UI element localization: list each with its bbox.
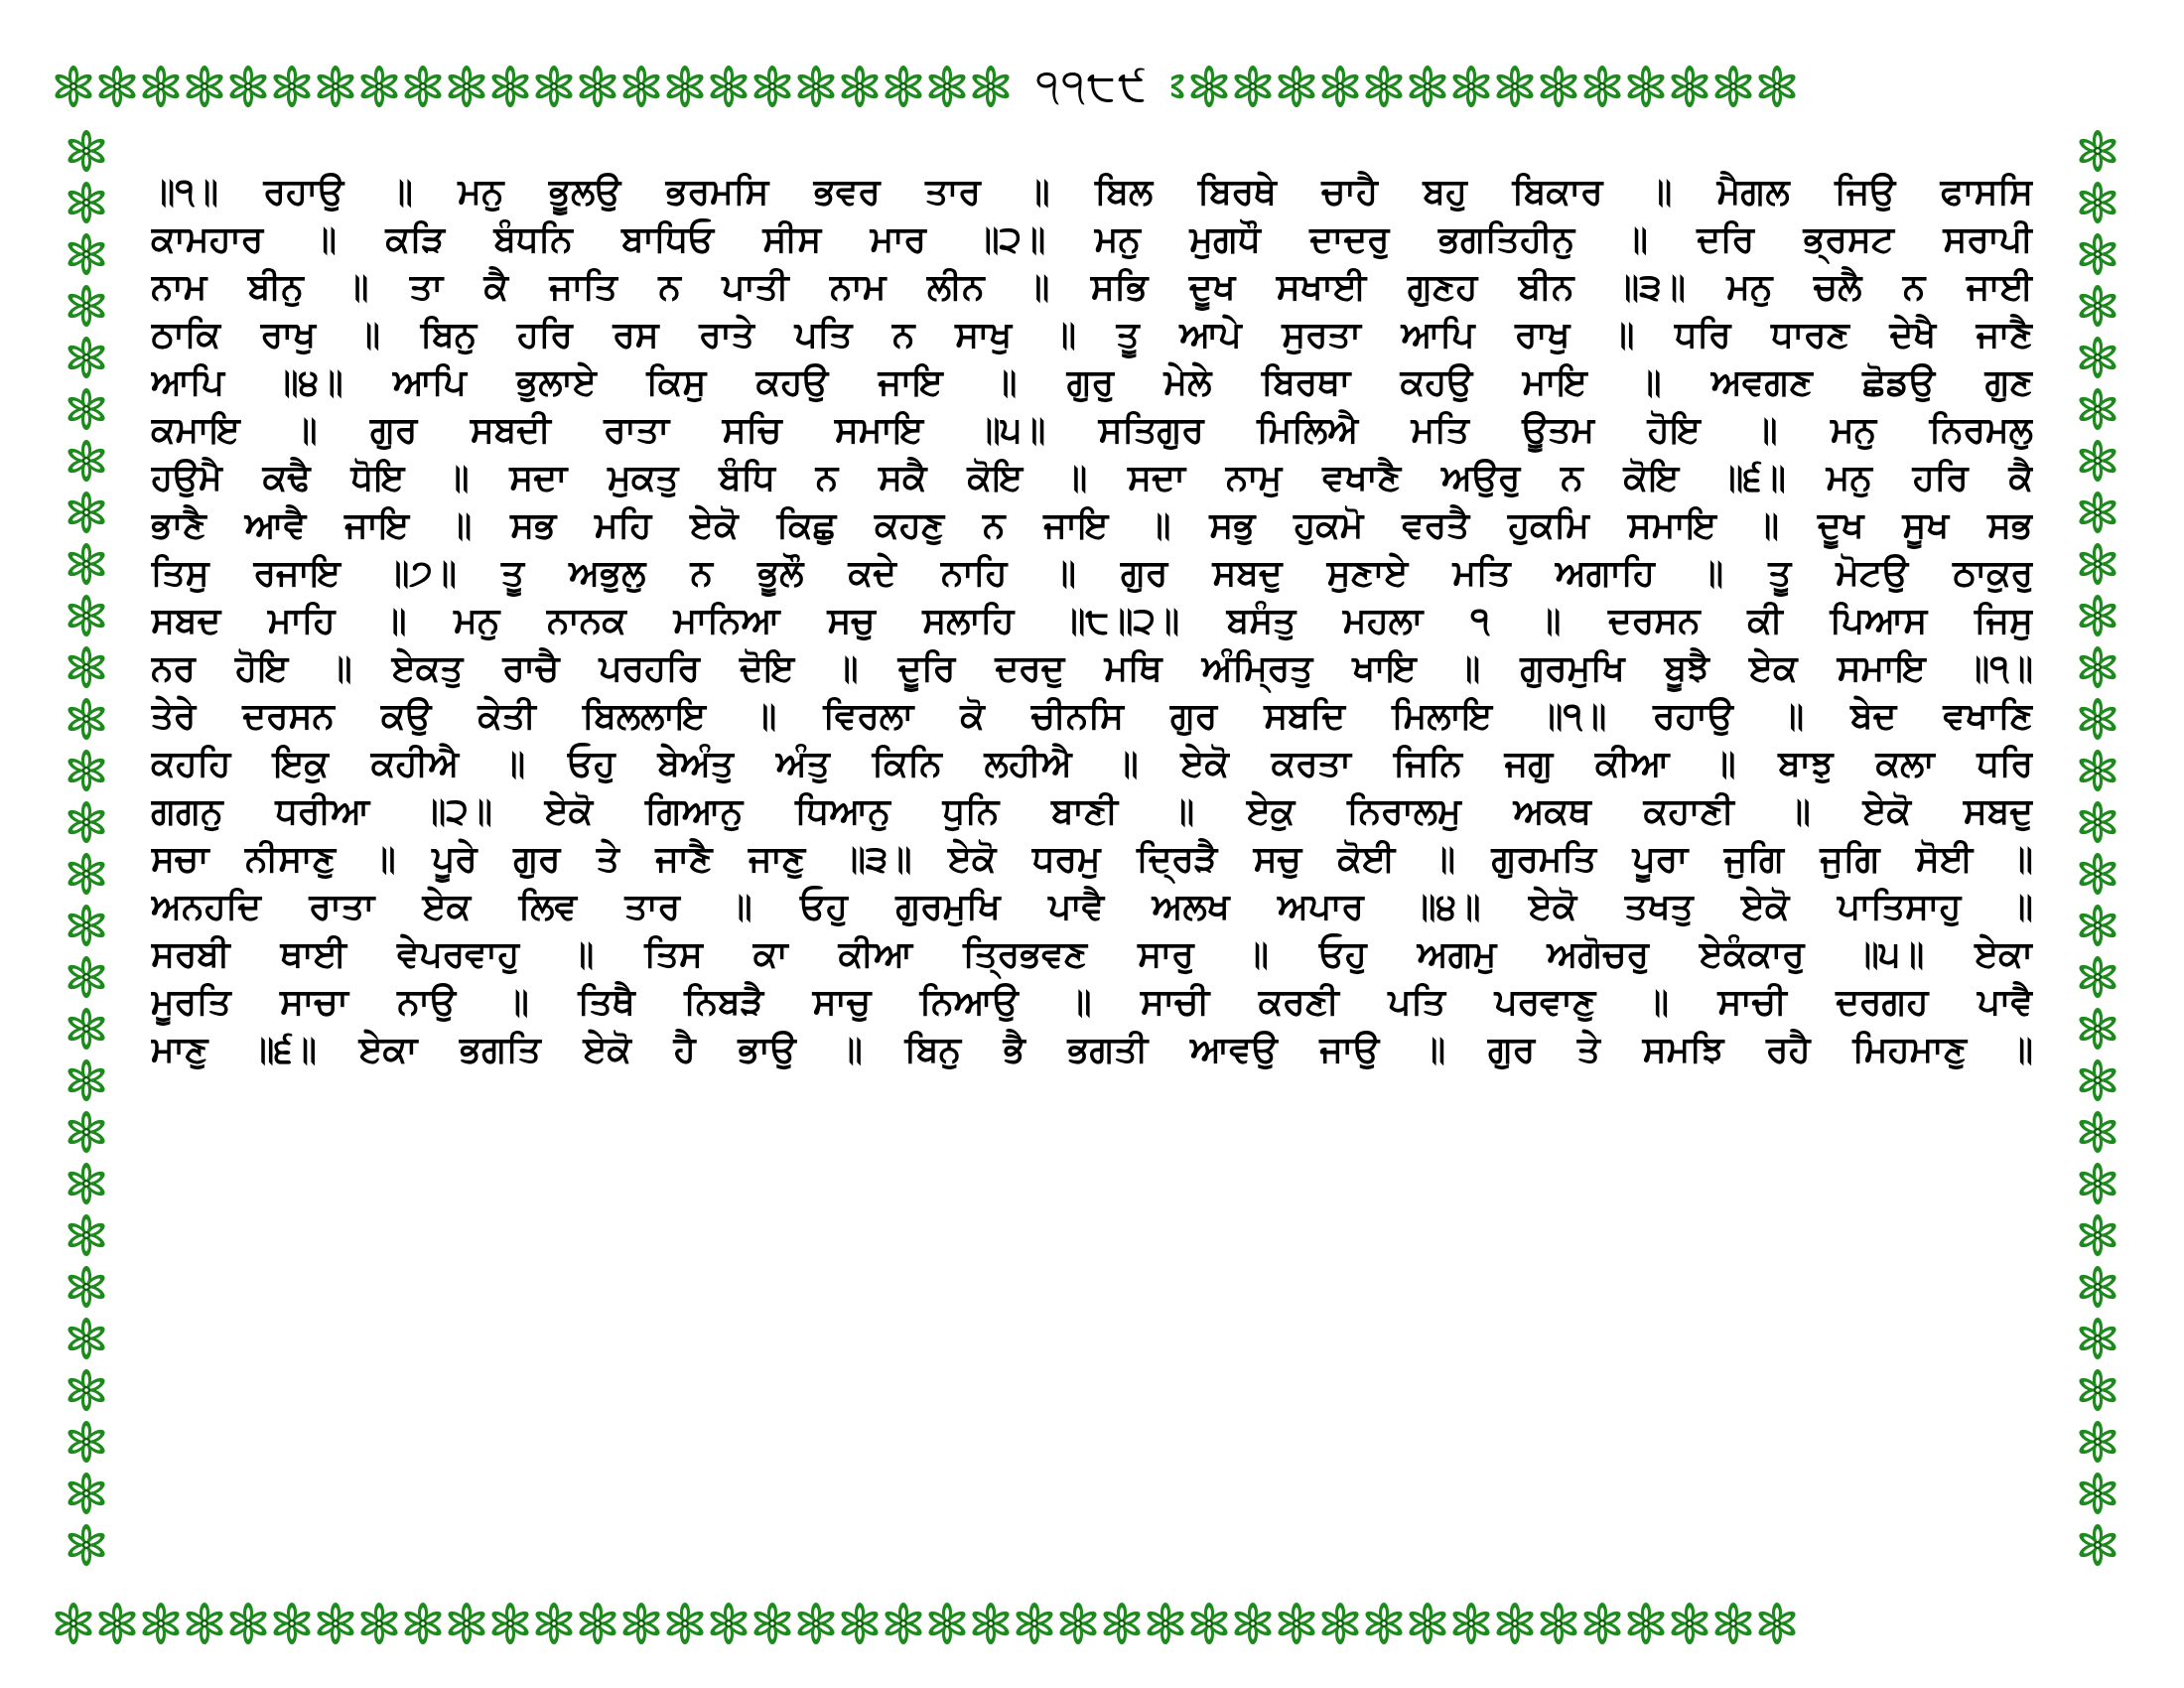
flower-ornament-icon xyxy=(925,65,969,108)
flower-ornament-icon xyxy=(619,1602,663,1645)
flower-ornament-icon xyxy=(2076,129,2119,173)
flower-ornament-icon xyxy=(663,1602,707,1645)
flower-ornament-icon xyxy=(65,955,108,999)
scripture-line: ॥੧॥ ਰਹਾਉ ॥ ਮਨੁ ਭੂਲਉ ਭਰਮਸਿ ਭਵਰ ਤਾਰ ॥ ਬਿਲ ਬਿਰਥੇ ਚਾਹੈ ਬਹੁ ਬਿਕਾਰ ॥ ਮੈਗਲ ਜਿਉ ਫਾਸਸਿ xyxy=(151,172,2033,212)
scripture-line: ਨਰ ਹੋਇ ॥ ਏਕਤੁ ਰਾਚੈ ਪਰਹਰਿ ਦੋਇ ॥ ਦੂਰਿ ਦਰਦੁ ਮਥਿ ਅੰਮ੍ਰਿਤੁ ਖਾਇ ॥ ਗੁਰਮੁਖਿ ਬੂਝੈ ਏਕ ਸਮਾਇ ॥੧॥ xyxy=(151,648,2033,689)
flower-ornament-icon xyxy=(1318,65,1362,108)
flower-ornament-icon xyxy=(1580,65,1624,108)
flower-ornament-icon xyxy=(1275,1602,1318,1645)
flower-ornament-icon xyxy=(2076,542,2119,586)
flower-ornament-icon xyxy=(65,1368,108,1412)
flower-ornament-icon xyxy=(1362,65,1406,108)
scripture-line: ਸਰਬੀ ਥਾਈ ਵੇਪਰਵਾਹੁ ॥ ਤਿਸ ਕਾ ਕੀਆ ਤ੍ਰਿਭਵਣ ਸਾਰੁ ॥ ਓਹੁ ਅਗਮੁ ਅਗੋਚਰੁ ਏਕੰਕਾਰੁ ॥੫॥ ਏਕਾ xyxy=(151,934,2033,975)
flower-ornament-icon xyxy=(1144,1602,1187,1645)
flower-ornament-icon xyxy=(357,65,401,108)
flower-ornament-icon xyxy=(838,65,882,108)
flower-ornament-icon xyxy=(2076,491,2119,534)
flower-ornament-icon xyxy=(65,1265,108,1309)
flower-ornament-icon xyxy=(2076,232,2119,276)
flower-ornament-icon xyxy=(1711,65,1755,108)
flower-ornament-icon xyxy=(52,1602,95,1645)
flower-ornament-icon xyxy=(1187,1602,1231,1645)
flower-ornament-icon xyxy=(65,542,108,586)
flower-ornament-icon xyxy=(2076,1058,2119,1102)
flower-ornament-icon xyxy=(488,65,532,108)
flower-ornament-icon xyxy=(270,1602,314,1645)
flower-ornament-icon xyxy=(619,65,663,108)
flower-ornament-icon xyxy=(65,232,108,276)
flower-ornament-icon xyxy=(2076,1007,2119,1051)
flower-ornament-icon xyxy=(65,697,108,741)
scripture-line: ਗਗਨੁ ਧਰੀਆ ॥੨॥ ਏਕੋ ਗਿਆਨੁ ਧਿਆਨੁ ਧੁਨਿ ਬਾਣੀ ॥ ਏਕੁ ਨਿਰਾਲਮੁ ਅਕਥ ਕਹਾਣੀ ॥ ਏਕੋ ਸਬਦੁ xyxy=(151,791,2033,832)
flower-ornament-icon xyxy=(65,852,108,896)
flower-ornament-icon xyxy=(65,129,108,173)
flower-ornament-icon xyxy=(2076,697,2119,741)
flower-ornament-icon xyxy=(2076,1472,2119,1515)
flower-ornament-icon xyxy=(2076,1368,2119,1412)
flower-ornament-icon xyxy=(65,181,108,224)
flower-ornament-icon xyxy=(65,594,108,637)
flower-ornament-icon xyxy=(65,1162,108,1205)
flower-ornament-icon xyxy=(65,1420,108,1464)
scripture-line: ਕਮਾਇ ॥ ਗੁਰ ਸਬਦੀ ਰਾਤਾ ਸਚਿ ਸਮਾਇ ॥੫॥ ਸਤਿਗੁਰ ਮਿਲਿਐ ਮਤਿ ਊਤਮ ਹੋਇ ॥ ਮਨੁ ਨਿਰਮਲੁ xyxy=(151,410,2033,451)
flower-ornament-icon xyxy=(882,1602,925,1645)
floral-border-bottom xyxy=(52,1589,2132,1658)
flower-ornament-icon xyxy=(65,904,108,947)
flower-ornament-icon xyxy=(1231,65,1275,108)
scripture-line: ਭਾਣੈ ਆਵੈ ਜਾਇ ॥ ਸਭ ਮਹਿ ਏਕੋ ਕਿਛੁ ਕਹਣੁ ਨ ਜਾਇ ॥ ਸਭੁ ਹੁਕਮੋ ਵਰਤੈ ਹੁਕਮਿ ਸਮਾਇ ॥ ਦੂਖ ਸੂਖ ਸਭ xyxy=(151,505,2033,546)
flower-ornament-icon xyxy=(357,1602,401,1645)
flower-ornament-icon xyxy=(1362,1602,1406,1645)
scripture-line: ਤੇਰੇ ਦਰਸਨ ਕਉ ਕੇਤੀ ਬਿਲਲਾਇ ॥ ਵਿਰਲਾ ਕੋ ਚੀਨਸਿ ਗੁਰ ਸਬਦਿ ਮਿਲਾਇ ॥੧॥ ਰਹਾਉ ॥ ਬੇਦ ਵਖਾਣਿ xyxy=(151,696,2033,737)
flower-ornament-icon xyxy=(65,1058,108,1102)
scripture-line: ਤਿਸੁ ਰਜਾਇ ॥੭॥ ਤੂ ਅਭੁਲੁ ਨ ਭੂਲੌ ਕਦੇ ਨਾਹਿ ॥ ਗੁਰ ਸਬਦੁ ਸੁਣਾਏ ਮਤਿ ਅਗਾਹਿ ॥ ਤੂ ਮੋਟਉ ਠਾਕੁਰੁ xyxy=(151,553,2033,594)
flower-ornament-icon xyxy=(226,1602,270,1645)
flower-ornament-icon xyxy=(65,1317,108,1360)
flower-ornament-icon xyxy=(2076,1213,2119,1257)
flower-ornament-icon xyxy=(2076,852,2119,896)
flower-ornament-icon xyxy=(751,65,794,108)
flower-ornament-icon xyxy=(65,1213,108,1257)
flower-ornament-icon xyxy=(2076,336,2119,379)
flower-ornament-icon xyxy=(314,65,357,108)
flower-ornament-icon xyxy=(2076,645,2119,689)
flower-ornament-icon xyxy=(226,65,270,108)
flower-ornament-icon xyxy=(707,65,751,108)
scripture-line: ਸਚਾ ਨੀਸਾਣੁ ॥ ਪੂਰੇ ਗੁਰ ਤੇ ਜਾਣੈ ਜਾਣੁ ॥੩॥ ਏਕੋ ਧਰਮੁ ਦ੍ਰਿੜੈ ਸਚੁ ਕੋਈ ॥ ਗੁਰਮਤਿ ਪੂਰਾ ਜੁਗਿ ਜੁਗਿ ਸੋਈ ॥ xyxy=(151,839,2033,880)
flower-ornament-icon xyxy=(1231,1602,1275,1645)
flower-ornament-icon xyxy=(65,1110,108,1154)
flower-ornament-icon xyxy=(794,1602,838,1645)
flower-ornament-icon xyxy=(925,1602,969,1645)
flower-ornament-icon xyxy=(532,65,576,108)
scripture-line: ਅਨਹਦਿ ਰਾਤਾ ਏਕ ਲਿਵ ਤਾਰ ॥ ਓਹੁ ਗੁਰਮੁਖਿ ਪਾਵੈ ਅਲਖ ਅਪਾਰ ॥੪॥ ਏਕੋ ਤਖਤੁ ਏਕੋ ਪਾਤਿਸਾਹੁ ॥ xyxy=(151,887,2033,927)
flower-ornament-icon xyxy=(2076,800,2119,844)
flower-ornament-icon xyxy=(2076,1265,2119,1309)
flower-ornament-icon xyxy=(1056,1602,1100,1645)
flower-ornament-icon xyxy=(1493,65,1537,108)
flower-ornament-icon xyxy=(65,284,108,328)
flower-ornament-icon xyxy=(65,1007,108,1051)
flower-ornament-icon xyxy=(488,1602,532,1645)
flower-ornament-icon xyxy=(1755,65,1799,108)
flower-ornament-icon xyxy=(52,65,95,108)
scripture-line: ਨਾਮ ਬੀਨੁ ॥ ਤਾ ਕੈ ਜਾਤਿ ਨ ਪਾਤੀ ਨਾਮ ਲੀਨ ॥ ਸਭਿ ਦੂਖ ਸਖਾਈ ਗੁਣਹ ਬੀਨ ॥੩॥ ਮਨੁ ਚਲੈ ਨ ਜਾਈ xyxy=(151,267,2033,308)
scripture-text-block xyxy=(151,169,2033,1539)
flower-ornament-icon xyxy=(65,336,108,379)
flower-ornament-icon xyxy=(2076,955,2119,999)
scripture-line: ਹਉਮੈ ਕਢੈ ਧੋਇ ॥ ਸਦਾ ਮੁਕਤੁ ਬੰਧਿ ਨ ਸਕੈ ਕੋਇ ॥ ਸਦਾ ਨਾਮੁ ਵਖਾਣੈ ਅਉਰੁ ਨ ਕੋਇ ॥੬॥ ਮਨੁ ਹਰਿ ਕੈ xyxy=(151,458,2033,498)
flower-ornament-icon xyxy=(65,1523,108,1567)
flower-ornament-icon xyxy=(2076,1317,2119,1360)
flower-ornament-icon xyxy=(2076,387,2119,431)
flower-ornament-icon xyxy=(270,65,314,108)
flower-ornament-icon xyxy=(314,1602,357,1645)
flower-ornament-icon xyxy=(1624,65,1668,108)
flower-ornament-icon xyxy=(445,65,488,108)
page-number: ੧੧੮੯ xyxy=(1035,61,1149,111)
flower-ornament-icon xyxy=(401,65,445,108)
scripture-line: ਕਾਮਹਾਰ ॥ ਕੜਿ ਬੰਧਨਿ ਬਾਧਿਓ ਸੀਸ ਮਾਰ ॥੨॥ ਮਨੁ ਮੁਗਧੌ ਦਾਦਰੁ ਭਗਤਿਹੀਨੁ ॥ ਦਰਿ ਭ੍ਰਸਟ ਸਰਾਪੀ xyxy=(151,219,2033,260)
flower-ornament-icon xyxy=(1013,1602,1056,1645)
flower-ornament-icon xyxy=(2076,181,2119,224)
scripture-line: ਮੂਰਤਿ ਸਾਚਾ ਨਾਉ ॥ ਤਿਥੈ ਨਿਬੜੈ ਸਾਚੁ ਨਿਆਉ ॥ ਸਾਚੀ ਕਰਣੀ ਪਤਿ ਪਰਵਾਣੁ ॥ ਸਾਚੀ ਦਰਗਹ ਪਾਵੈ xyxy=(151,982,2033,1023)
floral-border-right xyxy=(2063,121,2132,1589)
flower-ornament-icon xyxy=(445,1602,488,1645)
flower-ornament-icon xyxy=(707,1602,751,1645)
flower-ornament-icon xyxy=(1318,1602,1362,1645)
flower-ornament-icon xyxy=(1755,1602,1799,1645)
flower-ornament-icon xyxy=(95,1602,139,1645)
flower-ornament-icon xyxy=(1406,1602,1449,1645)
flower-ornament-icon xyxy=(2076,1523,2119,1567)
flower-ornament-icon xyxy=(969,65,1013,108)
flower-ornament-icon xyxy=(882,65,925,108)
flower-ornament-icon xyxy=(65,749,108,792)
scripture-line: ਮਾਣੁ ॥੬॥ ਏਕਾ ਭਗਤਿ ਏਕੋ ਹੈ ਭਾਉ ॥ ਬਿਨੁ ਭੈ ਭਗਤੀ ਆਵਉ ਜਾਉ ॥ ਗੁਰ ਤੇ ਸਮਝਿ ਰਹੈ ਮਿਹਮਾਣੁ ॥ xyxy=(151,1030,2033,1070)
flower-ornament-icon xyxy=(838,1602,882,1645)
flower-ornament-icon xyxy=(1537,1602,1580,1645)
flower-ornament-icon xyxy=(1449,65,1493,108)
flower-ornament-icon xyxy=(95,65,139,108)
flower-ornament-icon xyxy=(532,1602,576,1645)
flower-ornament-icon xyxy=(1537,65,1580,108)
flower-ornament-icon xyxy=(1624,1602,1668,1645)
floral-border-left xyxy=(52,121,121,1589)
flower-ornament-icon xyxy=(1275,65,1318,108)
scripture-line: ਸਬਦ ਮਾਹਿ ॥ ਮਨੁ ਨਾਨਕ ਮਾਨਿਆ ਸਚੁ ਸਲਾਹਿ ॥੮॥੨॥ ਬਸੰਤੁ ਮਹਲਾ ੧ ॥ ਦਰਸਨ ਕੀ ਪਿਆਸ ਜਿਸੁ xyxy=(151,601,2033,641)
flower-ornament-icon xyxy=(65,387,108,431)
flower-ornament-icon xyxy=(2076,594,2119,637)
flower-ornament-icon xyxy=(2076,1110,2119,1154)
flower-ornament-icon xyxy=(2076,1420,2119,1464)
flower-ornament-icon xyxy=(183,65,226,108)
flower-ornament-icon xyxy=(1187,65,1231,108)
page-number-plate xyxy=(1013,54,1171,119)
scripture-line: ਕਹਹਿ ਇਕੁ ਕਹੀਐ ॥ ਓਹੁ ਬੇਅੰਤੁ ਅੰਤੁ ਕਿਨਿ ਲਹੀਐ ॥ ਏਕੋ ਕਰਤਾ ਜਿਨਿ ਜਗੁ ਕੀਆ ॥ ਬਾਝੁ ਕਲਾ ਧਰਿ xyxy=(151,744,2033,784)
flower-ornament-icon xyxy=(576,1602,619,1645)
flower-ornament-icon xyxy=(183,1602,226,1645)
flower-ornament-icon xyxy=(2076,1162,2119,1205)
flower-ornament-icon xyxy=(1580,1602,1624,1645)
flower-ornament-icon xyxy=(2076,284,2119,328)
flower-ornament-icon xyxy=(401,1602,445,1645)
flower-ornament-icon xyxy=(751,1602,794,1645)
flower-ornament-icon xyxy=(65,491,108,534)
flower-ornament-icon xyxy=(2076,439,2119,483)
flower-ornament-icon xyxy=(794,65,838,108)
flower-ornament-icon xyxy=(139,1602,183,1645)
scripture-line: ਆਪਿ ॥੪॥ ਆਪਿ ਭੁਲਾਏ ਕਿਸੁ ਕਹਉ ਜਾਇ ॥ ਗੁਰੁ ਮੇਲੇ ਬਿਰਥਾ ਕਹਉ ਮਾਇ ॥ ਅਵਗਣ ਛੋਡਉ ਗੁਣ xyxy=(151,362,2033,403)
flower-ornament-icon xyxy=(65,439,108,483)
flower-ornament-icon xyxy=(1406,65,1449,108)
flower-ornament-icon xyxy=(65,800,108,844)
flower-ornament-icon xyxy=(65,645,108,689)
flower-ornament-icon xyxy=(969,1602,1013,1645)
flower-ornament-icon xyxy=(1668,65,1711,108)
flower-ornament-icon xyxy=(65,1472,108,1515)
flower-ornament-icon xyxy=(2076,749,2119,792)
flower-ornament-icon xyxy=(2076,904,2119,947)
flower-ornament-icon xyxy=(1493,1602,1537,1645)
flower-ornament-icon xyxy=(1449,1602,1493,1645)
flower-ornament-icon xyxy=(1100,1602,1144,1645)
flower-ornament-icon xyxy=(1711,1602,1755,1645)
scripture-line: ਠਾਕਿ ਰਾਖੁ ॥ ਬਿਨੁ ਹਰਿ ਰਸ ਰਾਤੇ ਪਤਿ ਨ ਸਾਖੁ ॥ ਤੂ ਆਪੇ ਸੁਰਤਾ ਆਪਿ ਰਾਖੁ ॥ ਧਰਿ ਧਾਰਣ ਦੇਖੈ ਜਾਣੈ xyxy=(151,315,2033,355)
flower-ornament-icon xyxy=(1668,1602,1711,1645)
flower-ornament-icon xyxy=(576,65,619,108)
flower-ornament-icon xyxy=(139,65,183,108)
flower-ornament-icon xyxy=(663,65,707,108)
